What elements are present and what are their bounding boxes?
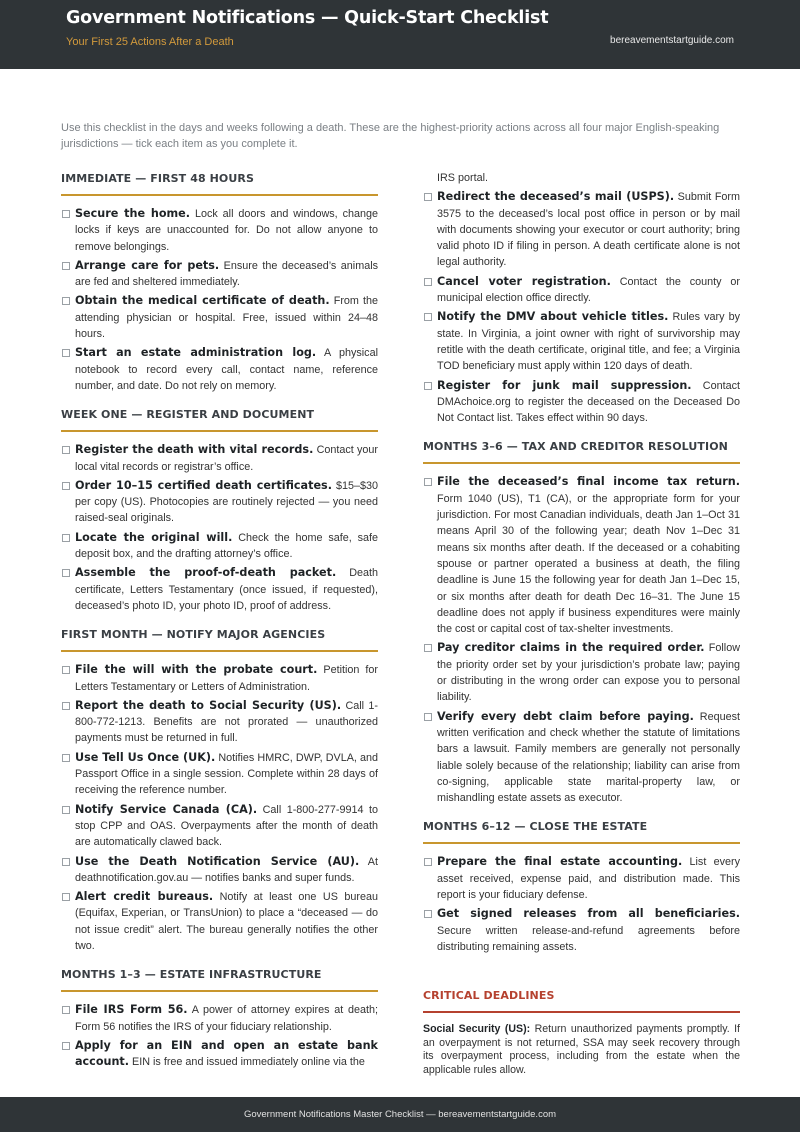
checkbox[interactable] — [62, 1006, 70, 1014]
item-title: Apply for an EIN and open an estate bank account. — [75, 1038, 378, 1069]
item-description: Request written verification and check whether the statute of limitations bars a lawsuit. Family members are generally not personally liable solely because of the relationship; liability can arise from co-signing, applicable state marital-property law, or mishandling estate assets as executor. — [437, 710, 740, 805]
item-title: Prepare the final estate accounting. — [437, 855, 683, 869]
section-heading: MONTHS 1–3 — ESTATE INFRASTRUCTURE — [61, 968, 378, 992]
item-title: Pay creditor claims in the required order. — [437, 641, 705, 655]
checkbox[interactable] — [62, 534, 70, 542]
item-title: Notify Service Canada (CA). — [75, 802, 258, 816]
item-title: Arrange care for pets. — [75, 258, 220, 272]
checklist-item — [61, 258, 378, 291]
item-description: Petition for Letters Testamentary or Letters of Administration. — [75, 664, 378, 693]
checklist-item — [423, 378, 740, 427]
checkbox[interactable] — [424, 193, 432, 201]
checkbox[interactable] — [62, 297, 70, 305]
checkbox[interactable] — [62, 262, 70, 270]
item-description: Call 1-800-277-9914 to stop CPP and OAS. Overpayments after the month of death are automatically clawed back. — [75, 803, 378, 849]
checklist-item — [61, 442, 378, 475]
item-title: File IRS Form 56. — [75, 1003, 188, 1017]
item-description: Rules vary by state. In Virginia, a joint owner with right of survivorship may retitle with the death certificate, original title, and fee; a Virginia TOD beneficiary must apply within 120 days of death. — [437, 311, 741, 373]
item-description: Call 1-800-772-1213. Benefits are not prorated — unauthorized payments must be returned in full. — [75, 699, 379, 745]
item-description: Contact the county or municipal election office directly. — [437, 275, 740, 305]
item-description: Check the home safe, safe deposit box, and the drafting attorney’s office. — [75, 531, 378, 561]
critical-deadline-note — [423, 1023, 740, 1077]
checklist — [61, 662, 378, 954]
checklist-item — [61, 478, 378, 527]
checklist-item — [61, 1002, 378, 1035]
item-title: File the deceased’s final income tax return. — [437, 475, 740, 489]
page-title: Government Notifications — Quick-Start Checklist — [66, 8, 549, 28]
item-description: Ensure the deceased’s animals are fed and sheltered immediately. — [75, 259, 378, 289]
checkbox[interactable] — [424, 644, 432, 652]
checklist — [61, 206, 378, 394]
item-title: Report the death to Social Security (US). — [75, 698, 342, 712]
checklist-item — [423, 709, 740, 807]
checklist-item — [61, 750, 378, 799]
item-description: Notifies HMRC, DWP, DVLA, and Passport Office in a single session. Complete within 28 days of receiving the reference number. — [75, 751, 379, 797]
checkbox[interactable] — [424, 713, 432, 721]
checklist-item — [61, 662, 378, 695]
checkbox[interactable] — [62, 349, 70, 357]
checkbox[interactable] — [62, 858, 70, 866]
checkbox[interactable] — [62, 482, 70, 490]
checklist-item — [61, 854, 378, 887]
section-heading: MONTHS 3–6 — TAX AND CREDITOR RESOLUTION — [423, 440, 740, 464]
item-title: File the will with the probate court. — [75, 663, 318, 677]
checkbox[interactable] — [424, 478, 432, 486]
checklist-item — [61, 698, 378, 747]
critical-deadline-lead: Social Security (US): — [423, 1023, 531, 1036]
checklist-item — [61, 565, 378, 614]
item-title: Use the Death Notification Service (AU). — [75, 854, 360, 868]
checklist-item — [61, 1038, 378, 1071]
checklist-item — [61, 345, 378, 394]
checkbox[interactable] — [62, 666, 70, 674]
intro-text: Use this checklist in the days and weeks following a death. These are the highest-priority actions across all four major English-speaking jurisdictions — tick each item as you complete it. — [61, 122, 720, 150]
checkbox[interactable] — [424, 382, 432, 390]
item-description: Follow the priority order set by your jurisdiction’s probate law; paying or distributing in the wrong order can expose you to personal liability. — [437, 642, 740, 704]
checklist — [423, 474, 740, 806]
item-title: Cancel voter registration. — [437, 274, 611, 288]
checkbox[interactable] — [62, 754, 70, 762]
checklist — [61, 442, 378, 614]
checkbox[interactable] — [62, 806, 70, 814]
checkbox[interactable] — [62, 569, 70, 577]
item-title: Redirect the deceased’s mail (USPS). — [437, 190, 675, 204]
checkbox[interactable] — [62, 1042, 70, 1050]
left-column — [61, 170, 378, 1073]
item-title: Locate the original will. — [75, 530, 233, 544]
checklist-item — [423, 474, 740, 637]
item-description: Secure written release-and-refund agreements before distributing remaining assets. — [437, 924, 740, 953]
item-title: Obtain the medical certificate of death. — [75, 294, 330, 308]
item-description: A physical notebook to record every call, contact name, reference number, and date. Do not rely on memory. — [75, 347, 378, 392]
site-name: bereavementstartguide.com — [610, 35, 734, 46]
section-heading: MONTHS 6–12 — CLOSE THE ESTATE — [423, 820, 740, 844]
checklist-item — [423, 854, 740, 903]
checklist-item — [423, 189, 740, 270]
checklist-item — [61, 530, 378, 563]
checkbox[interactable] — [62, 893, 70, 901]
item-description: From the attending physician or hospital. Free, issued within 24–48 hours. — [75, 295, 378, 341]
checklist-item — [423, 906, 740, 955]
item-title: Use Tell Us Once (UK). — [75, 750, 216, 764]
item-title: Notify the DMV about vehicle titles. — [437, 310, 669, 324]
section-heading: FIRST MONTH — NOTIFY MAJOR AGENCIES — [61, 628, 378, 652]
checklist-item — [423, 274, 740, 307]
checkbox[interactable] — [62, 446, 70, 454]
item-description: Contact DMAchoice.org to register the deceased on the Deceased Do Not Contact list. Takes effect within 90 days. — [437, 379, 740, 425]
continued-text: IRS portal. — [437, 172, 489, 184]
checklist-item — [423, 640, 740, 705]
checklist-item — [61, 802, 378, 851]
checklist-item — [423, 309, 740, 374]
item-description: A power of attorney expires at death; Form 56 notifies the IRS of your fiduciary relationship. — [75, 1004, 379, 1033]
section-heading: IMMEDIATE — FIRST 48 HOURS — [61, 172, 378, 196]
item-description: At deathnotification.gov.au — notifies banks and super funds. — [75, 855, 378, 884]
item-description: Notify at least one US bureau (Equifax, Experian, or TransUnion) to place a “deceased — do not issue credit” alert. The bureau generally notifies the other two. — [75, 891, 378, 952]
checkbox[interactable] — [62, 210, 70, 218]
item-title: Order 10–15 certified death certificates. — [75, 478, 332, 492]
item-title: Verify every debt claim before paying. — [437, 709, 694, 723]
checklist — [423, 189, 740, 426]
checklist-item — [61, 889, 378, 954]
item-title: Get signed releases from all beneficiaries. — [437, 907, 740, 921]
checkbox[interactable] — [424, 910, 432, 918]
item-description: Submit Form 3575 to the deceased’s local post office in person or by mail with documents showing your executor or court authority; bring valid photo ID if filing in person. A death certificate alone is not legal authority. — [437, 191, 741, 269]
page-subtitle: Your First 25 Actions After a Death — [66, 36, 234, 48]
page-header — [0, 0, 800, 69]
item-description: EIN is free and issued immediately online via the — [132, 1056, 365, 1069]
checklist — [423, 854, 740, 955]
item-title: Register for junk mail suppression. — [437, 378, 692, 392]
checkbox[interactable] — [424, 278, 432, 286]
item-title: Secure the home. — [75, 207, 191, 220]
page-footer: Government Notifications Master Checklist — bereavementstartguide.com — [0, 1097, 800, 1132]
section-heading: WEEK ONE — REGISTER AND DOCUMENT — [61, 408, 378, 432]
item-title: Alert credit bureaus. — [75, 890, 214, 904]
item-title: Register the death with vital records. — [75, 443, 314, 457]
item-description: Form 1040 (US), T1 (CA), or the appropriate form for your jurisdiction. For most Canadian individuals, death Jan 1–Oct 31 means April 30 of the following year; death Nov 1–Dec 31 means six months after death. If the deceased or a cohabiting spouse or partner operated a business at death, the filing deadline is June 15 the following year for death Jan 1–Dec 15, or six months after death for death Dec 16–31. The June 15 deadline does not apply if business expenditures were mainly the cost or capital cost of tax-shelter investments. — [437, 492, 740, 636]
item-title: Start an estate administration log. — [75, 346, 317, 360]
item-description: $15–$30 per copy (US). Photocopies are routinely rejected — you need raised-seal originals. — [75, 479, 378, 525]
item-description: Contact your local vital records or registrar’s office. — [75, 444, 379, 473]
item-description: Death certificate, Letters Testamentary (once issued, if requested), deceased’s photo ID, your photo ID, proof of address. — [75, 567, 379, 612]
checklist-item — [61, 206, 378, 255]
checklist — [61, 1002, 378, 1070]
critical-deadlines-heading: CRITICAL DEADLINES — [423, 989, 740, 1013]
checkbox[interactable] — [424, 858, 432, 866]
checkbox[interactable] — [424, 313, 432, 321]
checkbox[interactable] — [62, 702, 70, 710]
item-description: Lock all doors and windows, change locks if keys are unaccounted for. Do not allow anyone to remove belongings. — [75, 208, 378, 253]
item-description: List every asset received, expense paid, and distribution made. This report is your fiduciary defense. — [437, 856, 741, 901]
item-title: Assemble the proof-of-death packet. — [75, 566, 337, 580]
critical-deadline-text: Return unauthorized payments promptly. If an overpayment is not returned, SSA may seek recovery through its overpayment process, including from the estate when the applicable rules allow. — [423, 1023, 740, 1076]
right-column — [423, 170, 740, 1078]
checklist-item — [61, 293, 378, 342]
